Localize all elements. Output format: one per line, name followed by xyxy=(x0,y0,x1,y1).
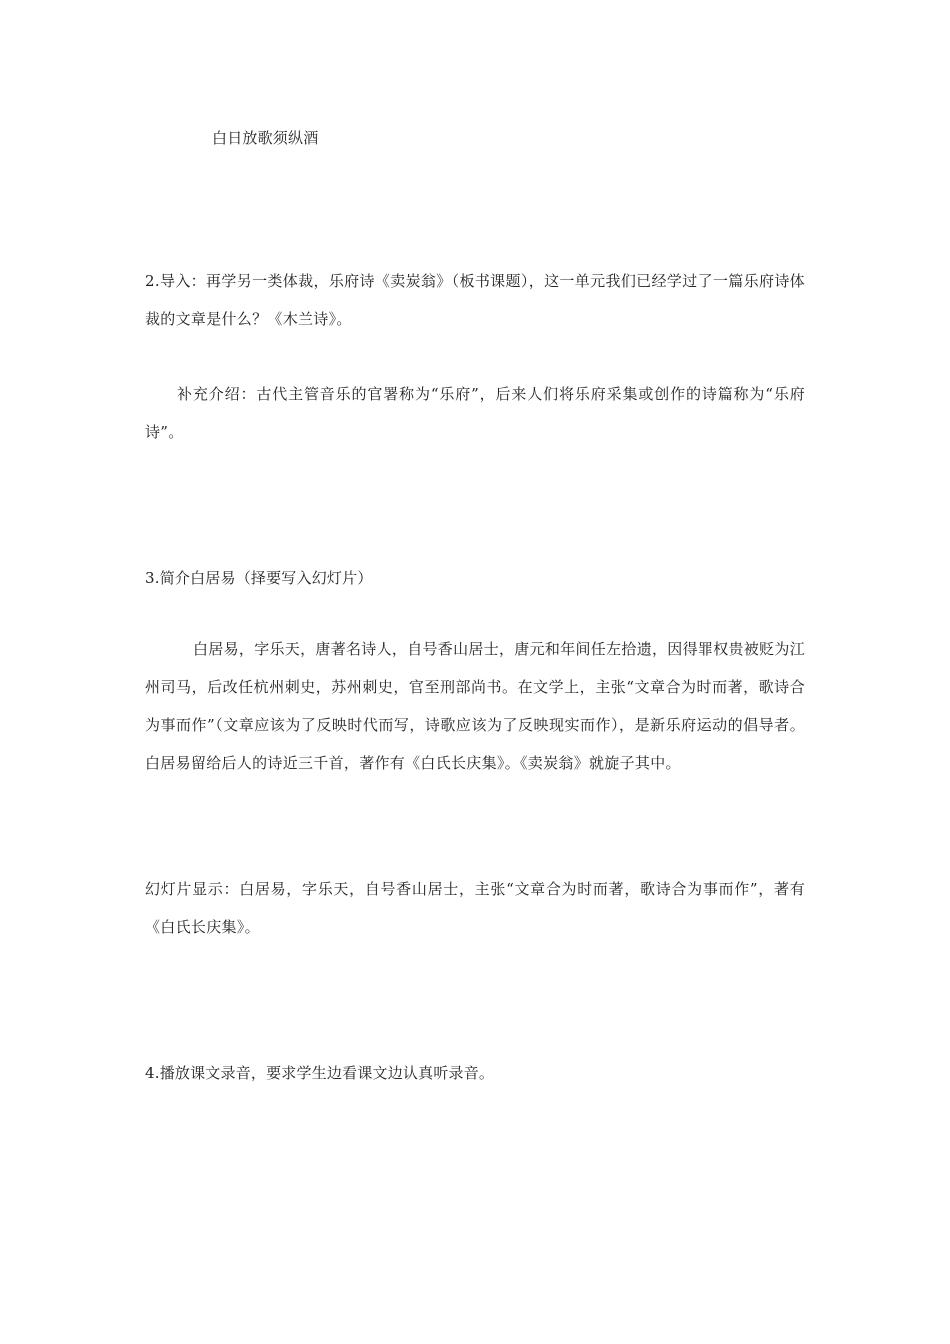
section-3-body: 白居易，字乐天，唐著名诗人，自号香山居士，唐元和年间任左拾遗，因得罪权贵被贬为江州司马，后改任杭州刺史，苏州刺史，官至刑部尚书。在文学上，主张“文章合为时而著，歌诗合为事而作”（文章应该为了反映时代而写，诗歌应该为了反映现实而作），是新乐府运动的倡导者。白居易留给后人的诗近三千首，著作有《白氏长庆集》。《卖炭翁》就旋子其中。 xyxy=(145,640,806,772)
section-2-supplement: 补充介绍：古代主管音乐的官署称为“乐府”，后来人们将乐府采集或创作的诗篇称为“乐府诗”。 xyxy=(145,385,805,441)
section-3-slide: 幻灯片显示：白居易，字乐天，自号香山居士，主张“文章合为时而著，歌诗合为事而作”，著有《白氏长庆集》。 xyxy=(145,880,805,936)
verse-line: 白日放歌须纵酒 xyxy=(212,129,319,147)
section-2-intro: 2.导入：再学另一类体裁，乐府诗《卖炭翁》（板书课题），这一单元我们已经学过了一篇乐府诗体裁的文章是什么？《木兰诗》。 xyxy=(145,272,805,328)
section-4-text: 4.播放课文录音，要求学生边看课文边认真听录音。 xyxy=(145,1064,495,1082)
section-3-heading: 3.简介白居易（择要写入幻灯片） xyxy=(145,569,373,587)
